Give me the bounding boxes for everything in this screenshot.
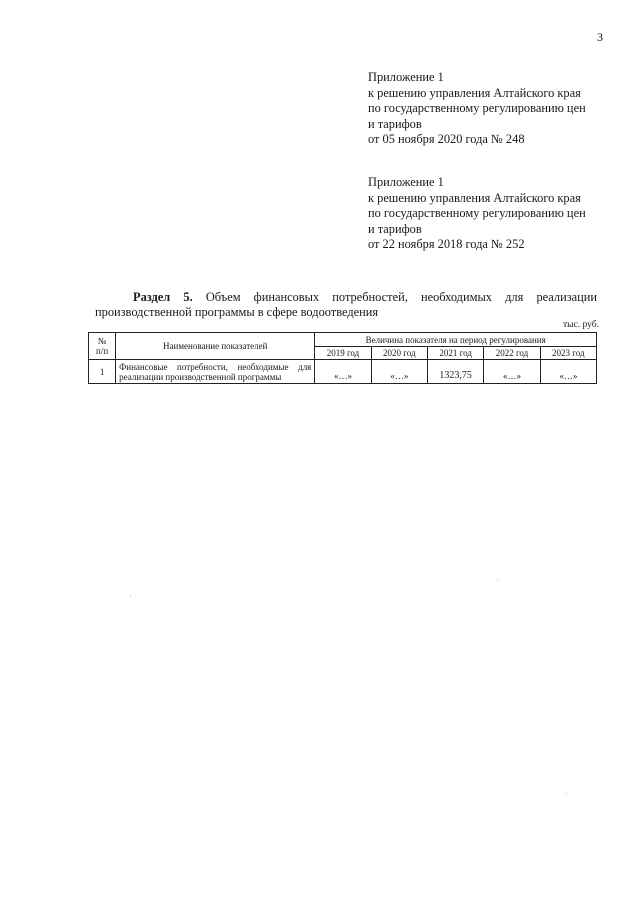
appendix-header-new bbox=[368, 70, 613, 148]
col-header-period: Величина показателя на период регулирования bbox=[315, 333, 597, 347]
col-header-year: 2019 год bbox=[315, 347, 371, 360]
appendix-line: Приложение 1 bbox=[368, 175, 444, 189]
col-header-name: Наименование показателей bbox=[116, 333, 315, 360]
row-name: Финансовые потребности, необходимые для реализации производственной программы bbox=[116, 360, 315, 384]
appendix-line: от 22 ноября 2018 года № 252 bbox=[368, 237, 525, 252]
appendix-line: по государственному регулированию цен bbox=[368, 101, 586, 116]
section-title-part2: производственной программы в сфере водоотведения bbox=[95, 305, 379, 319]
appendix-line: к решению управления Алтайского края bbox=[368, 85, 581, 100]
col-header-number-line2: п/п bbox=[96, 346, 109, 356]
row-number: 1 bbox=[89, 360, 116, 384]
row-value: 1323,75 bbox=[427, 360, 483, 384]
appendix-line: по государственному регулированию цен bbox=[368, 206, 586, 221]
col-header-year: 2021 год bbox=[427, 347, 483, 360]
scan-speck bbox=[497, 580, 498, 581]
appendix-line: и тарифов bbox=[368, 221, 422, 236]
appendix-header-old bbox=[368, 175, 613, 253]
section-label: Раздел 5. bbox=[133, 290, 193, 304]
row-value: «…» bbox=[540, 360, 596, 384]
table-row bbox=[89, 360, 597, 384]
col-header-year: 2023 год bbox=[540, 347, 596, 360]
row-value: «…» bbox=[371, 360, 427, 384]
col-header-number bbox=[89, 333, 116, 360]
appendix-line: Приложение 1 bbox=[368, 70, 444, 84]
section-title-part1: Объем финансовых потребностей, необходимых для реализации bbox=[205, 290, 597, 304]
page-number: 3 bbox=[597, 30, 603, 44]
row-value: «…» bbox=[484, 360, 540, 384]
col-header-number-line1: № bbox=[97, 336, 107, 346]
row-value: «…» bbox=[315, 360, 371, 384]
scan-speck bbox=[130, 596, 131, 597]
section-heading bbox=[95, 290, 597, 320]
appendix-line: и тарифов bbox=[368, 116, 422, 131]
appendix-line: от 05 ноября 2020 года № 248 bbox=[368, 132, 525, 147]
financial-needs-table bbox=[88, 332, 597, 384]
units-label: тыс. руб. bbox=[563, 320, 599, 330]
appendix-line: к решению управления Алтайского края bbox=[368, 190, 581, 205]
table-header-row bbox=[89, 333, 597, 347]
section-heading-line1 bbox=[95, 290, 597, 305]
col-header-year: 2022 год bbox=[484, 347, 540, 360]
col-header-year: 2020 год bbox=[371, 347, 427, 360]
scan-speck bbox=[566, 793, 567, 794]
